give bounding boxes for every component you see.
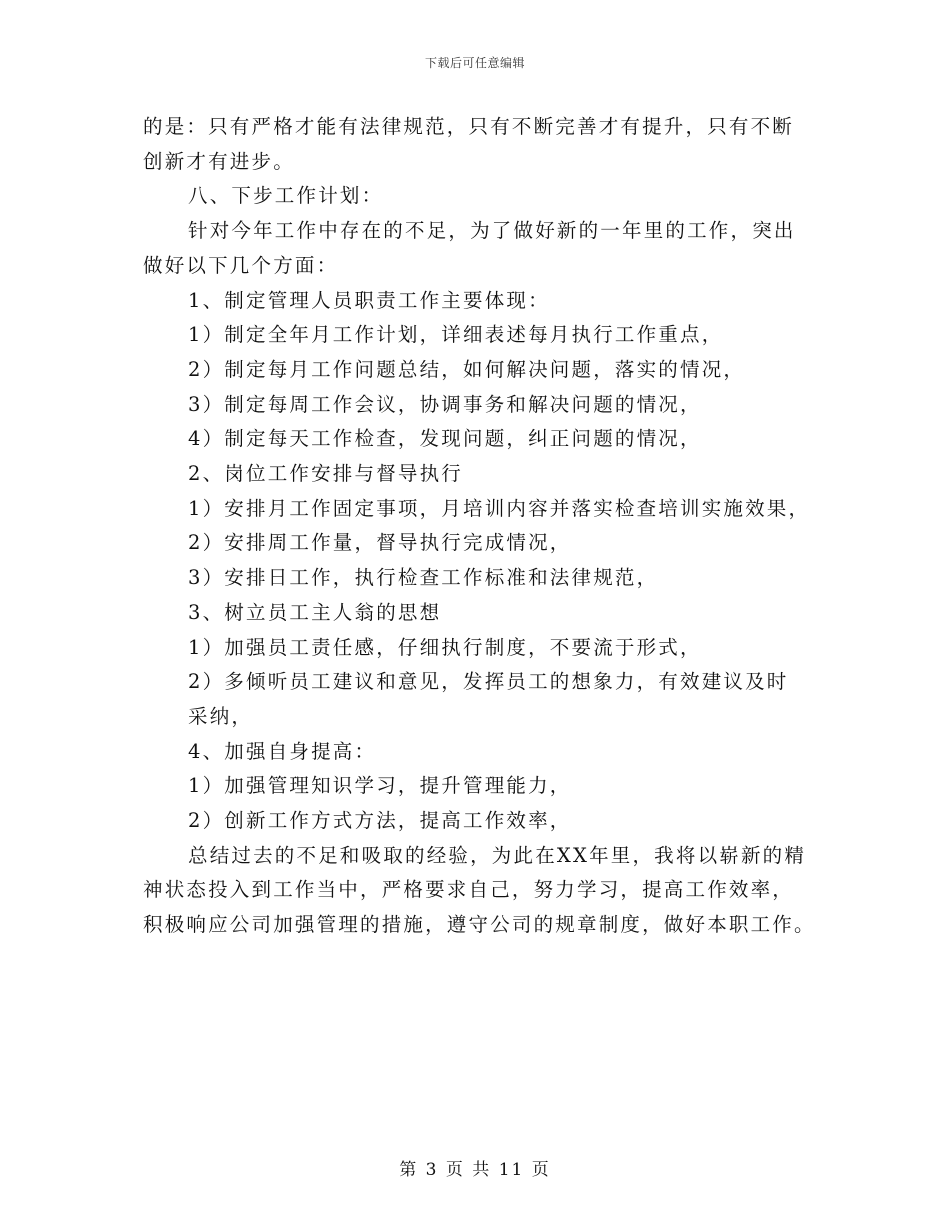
- list-item: 2）制定每月工作问题总结，如何解决问题，落实的情况，: [188, 357, 746, 381]
- body-line: 神状态投入到工作当中，严格要求自己，努力学习，提高工作效率，: [143, 878, 795, 902]
- list-item: 1）加强员工责任感，仔细执行制度，不要流于形式，: [188, 635, 702, 659]
- list-heading: 1、制定管理人员职责工作主要体现：: [188, 288, 550, 312]
- body-line: 总结过去的不足和吸取的经验，为此在XX年里，我将以崭新的精: [188, 843, 807, 867]
- body-line: 积极响应公司加强管理的措施，遵守公司的规章制度，做好本职工作。: [143, 913, 816, 937]
- section-heading: 八、下步工作计划：: [188, 184, 384, 208]
- page-header: 下载后可任意编辑: [424, 56, 525, 70]
- list-item: 2）多倾听员工建议和意见，发挥员工的想象力，有效建议及时: [188, 670, 789, 694]
- list-item: 4）制定每天工作检查，发现问题，纠正问题的情况，: [188, 427, 702, 451]
- list-item-continuation: 采纳，: [188, 704, 254, 728]
- list-item: 2）安排周工作量，督导执行完成情况，: [188, 531, 572, 555]
- list-item: 1）安排月工作固定事项，月培训内容并落实检查培训实施效果，: [188, 496, 811, 520]
- body-line: 针对今年工作中存在的不足，为了做好新的一年里的工作，突出: [188, 219, 796, 243]
- body-line: 的是：只有严格才能有法律规范，只有不断完善才有提升，只有不断: [143, 115, 795, 138]
- page-number: 第 3 页 共 11 页: [399, 1160, 551, 1180]
- body-line: 创新才有进步。: [143, 149, 295, 173]
- list-heading: 4、加强自身提高：: [188, 739, 377, 763]
- list-item: 1）制定全年月工作计划，详细表述每月执行工作重点，: [188, 323, 724, 347]
- list-heading: 2、岗位工作安排与督导执行: [188, 462, 464, 486]
- list-heading: 3、树立员工主人翁的思想: [188, 600, 442, 624]
- body-line: 做好以下几个方面：: [143, 253, 339, 277]
- document-body: [143, 110, 823, 943]
- list-item: 1）加强管理知识学习，提升管理能力，: [188, 774, 572, 798]
- list-item: 2）创新工作方式方法，提高工作效率，: [188, 809, 572, 833]
- list-item: 3）安排日工作，执行检查工作标准和法律规范，: [188, 566, 659, 590]
- list-item: 3）制定每周工作会议，协调事务和解决问题的情况，: [188, 392, 702, 416]
